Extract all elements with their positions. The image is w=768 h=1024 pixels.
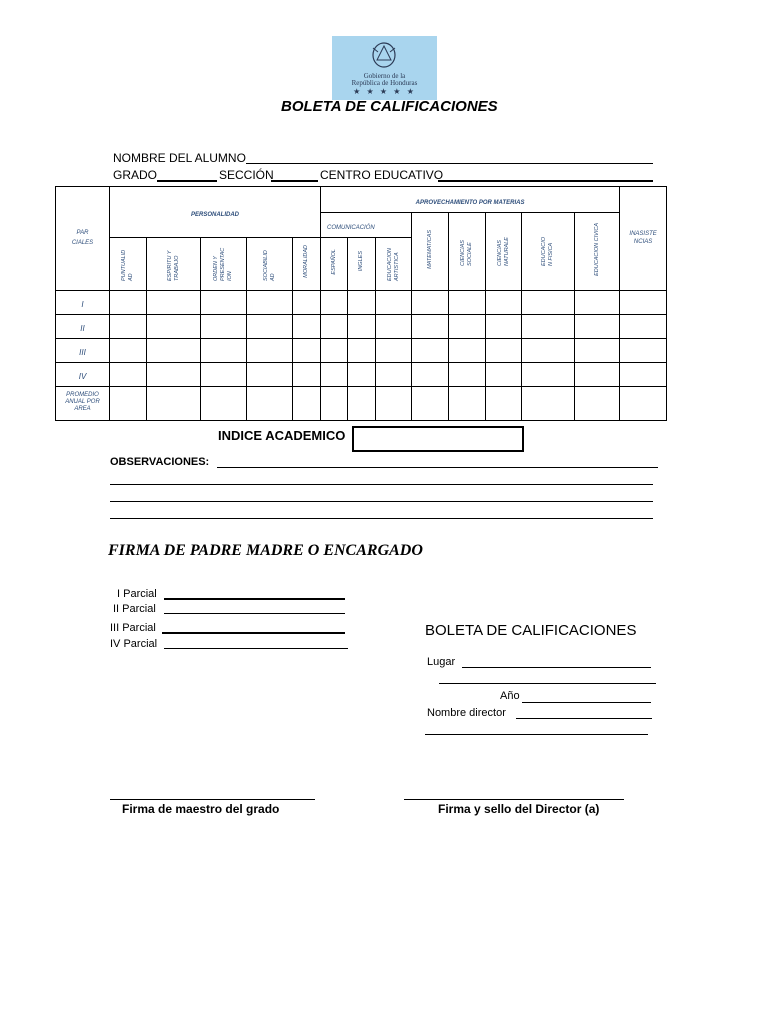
page-title: BOLETA DE CALIFICACIONES	[281, 98, 498, 115]
grade-cell[interactable]	[110, 315, 147, 339]
grade-cell[interactable]	[293, 291, 321, 315]
grade-cell[interactable]	[522, 315, 575, 339]
table-row	[56, 315, 667, 339]
section-label: SECCIÓN	[219, 168, 274, 182]
grade-cell[interactable]	[348, 387, 376, 421]
lugar-line[interactable]	[462, 667, 651, 668]
col-ciencias-sociales: CIENCIAS SOCIALE	[449, 213, 486, 291]
grade-cell[interactable]	[575, 339, 620, 363]
col-educacion-fisica: EDUCACIO N FISICA	[522, 213, 575, 291]
grade-cell[interactable]	[575, 291, 620, 315]
grade-cell[interactable]	[247, 387, 293, 421]
col-educacion-artistica: EDUCACION ARTISTICA	[376, 238, 412, 291]
comunicacion-header: COMUNICACIÓN	[321, 213, 412, 238]
grade-cell[interactable]	[348, 291, 376, 315]
row-label-iii: III	[56, 339, 110, 363]
grade-cell[interactable]	[620, 363, 667, 387]
grade-cell[interactable]	[620, 387, 667, 421]
grade-cell[interactable]	[376, 291, 412, 315]
logo-stars: ★ ★ ★ ★ ★	[353, 87, 416, 96]
col-orden-presentacion: ORDEN Y PRESENTAC ION	[201, 238, 247, 291]
grade-cell[interactable]	[293, 315, 321, 339]
grade-cell[interactable]	[293, 339, 321, 363]
grade-cell[interactable]	[522, 363, 575, 387]
grade-cell[interactable]	[147, 387, 201, 421]
table-row	[56, 291, 667, 315]
col-espiritu-trabajo: ESPIRITU Y TRABAJO	[147, 238, 201, 291]
grade-cell[interactable]	[321, 291, 348, 315]
aprovechamiento-header: APROVECHAMIENTO POR MATERIAS	[321, 187, 620, 213]
lugar-line-2[interactable]	[439, 683, 656, 684]
grade-cell[interactable]	[412, 387, 449, 421]
col-espanol: ESPAÑOL	[321, 238, 348, 291]
firma-director-line[interactable]	[404, 799, 624, 800]
student-name-label: NOMBRE DEL ALUMNO	[113, 151, 246, 165]
grade-cell[interactable]	[376, 315, 412, 339]
row-label-promedio: PROMEDIO ANUAL POR AREA	[56, 387, 110, 421]
row-label-ii: II	[56, 315, 110, 339]
grade-cell[interactable]	[575, 363, 620, 387]
grade-cell[interactable]	[247, 363, 293, 387]
table-row	[56, 339, 667, 363]
grade-cell[interactable]	[321, 315, 348, 339]
anio-line[interactable]	[522, 702, 651, 703]
grade-cell[interactable]	[201, 315, 247, 339]
coat-of-arms-icon	[369, 40, 399, 70]
grade-cell[interactable]	[376, 363, 412, 387]
grade-label: GRADO	[113, 168, 158, 182]
inasistencias-header: INASISTE NCIAS	[620, 187, 667, 291]
grade-cell[interactable]	[522, 387, 575, 421]
grade-cell[interactable]	[522, 339, 575, 363]
grade-cell[interactable]	[201, 339, 247, 363]
firma-padre-heading: FIRMA DE PADRE MADRE O ENCARGADO	[108, 542, 423, 559]
grade-cell[interactable]	[620, 291, 667, 315]
parciales-header: PAR CIALES	[56, 187, 110, 291]
grade-cell[interactable]	[575, 387, 620, 421]
grade-cell[interactable]	[293, 387, 321, 421]
table-row	[56, 363, 667, 387]
col-moralidad: MORALIDAD	[293, 238, 321, 291]
indice-academico-box[interactable]	[352, 426, 524, 452]
grade-cell[interactable]	[449, 315, 486, 339]
grade-cell[interactable]	[486, 291, 522, 315]
col-matematicas: MATEMATICAS	[412, 213, 449, 291]
grade-cell[interactable]	[348, 363, 376, 387]
grade-cell[interactable]	[110, 291, 147, 315]
grades-table	[55, 186, 667, 421]
row-label-iv: IV	[56, 363, 110, 387]
firma-maestro-label: Firma de maestro del grado	[122, 802, 280, 816]
grade-cell[interactable]	[486, 363, 522, 387]
row-label-i: I	[56, 291, 110, 315]
indice-academico-label: INDICE ACADEMICO	[218, 428, 346, 443]
table-row	[56, 387, 667, 421]
grade-cell[interactable]	[110, 387, 147, 421]
grade-cell[interactable]	[486, 315, 522, 339]
grade-cell[interactable]	[201, 291, 247, 315]
grade-cell[interactable]	[321, 339, 348, 363]
grade-cell[interactable]	[449, 339, 486, 363]
school-line[interactable]	[438, 180, 653, 182]
observaciones-line-2[interactable]	[110, 484, 653, 485]
grade-cell[interactable]	[449, 387, 486, 421]
grade-cell[interactable]	[147, 339, 201, 363]
grade-cell[interactable]	[293, 363, 321, 387]
government-logo	[332, 36, 437, 100]
grade-cell[interactable]	[449, 363, 486, 387]
school-label: CENTRO EDUCATIVO	[320, 168, 444, 182]
grade-cell[interactable]	[110, 363, 147, 387]
observaciones-line-4[interactable]	[110, 518, 653, 519]
grade-cell[interactable]	[486, 387, 522, 421]
grade-cell[interactable]	[321, 387, 348, 421]
parcial-iv-line[interactable]	[164, 648, 348, 649]
grade-cell[interactable]	[412, 315, 449, 339]
col-puntualidad: PUNTUALID AD	[110, 238, 147, 291]
grade-cell[interactable]	[575, 315, 620, 339]
grade-cell[interactable]	[412, 291, 449, 315]
parcial-i-label: I Parcial	[117, 588, 157, 600]
observaciones-label: OBSERVACIONES:	[110, 456, 210, 468]
grade-cell[interactable]	[348, 339, 376, 363]
parcial-i-line[interactable]	[164, 598, 345, 600]
grade-cell[interactable]	[201, 363, 247, 387]
col-sociabilidad: SOCIABILID AD	[247, 238, 293, 291]
director-label: Nombre director	[427, 707, 506, 719]
grade-cell[interactable]	[522, 291, 575, 315]
logo-text-line1: Gobierno de la	[363, 72, 406, 80]
grade-cell[interactable]	[321, 363, 348, 387]
firma-director-label: Firma y sello del Director (a)	[438, 802, 600, 816]
grade-cell[interactable]	[486, 339, 522, 363]
grade-cell[interactable]	[110, 339, 147, 363]
col-ingles: INGLES	[348, 238, 376, 291]
grade-cell[interactable]	[147, 363, 201, 387]
grade-cell[interactable]	[620, 339, 667, 363]
col-ciencias-naturales: CIENCIAS NATURALE	[486, 213, 522, 291]
grade-cell[interactable]	[412, 339, 449, 363]
observaciones-line-1[interactable]	[217, 467, 658, 468]
grade-cell[interactable]	[412, 363, 449, 387]
grade-cell[interactable]	[348, 315, 376, 339]
parcial-ii-label: II Parcial	[113, 603, 156, 615]
anio-label: Año	[500, 690, 520, 702]
parcial-iv-label: IV Parcial	[110, 638, 158, 650]
student-name-line[interactable]	[246, 163, 653, 164]
parcial-iii-label: III Parcial	[110, 622, 156, 634]
grade-cell[interactable]	[147, 291, 201, 315]
grade-cell[interactable]	[247, 291, 293, 315]
grade-line[interactable]	[157, 180, 217, 182]
side-boleta-title: BOLETA DE CALIFICACIONES	[425, 622, 637, 639]
grade-cell[interactable]	[449, 291, 486, 315]
firma-maestro-line[interactable]	[110, 799, 315, 800]
col-educacion-civica: EDUCACION CIVICA	[575, 213, 620, 291]
section-line[interactable]	[271, 180, 318, 182]
grade-cell[interactable]	[376, 339, 412, 363]
lugar-label: Lugar	[427, 656, 456, 668]
director-line-2[interactable]	[425, 734, 648, 735]
grade-cell[interactable]	[247, 315, 293, 339]
grade-cell[interactable]	[247, 339, 293, 363]
logo-text-line2: República de Honduras	[351, 79, 418, 87]
director-line[interactable]	[516, 718, 652, 719]
grade-cell[interactable]	[147, 315, 201, 339]
parcial-iii-line[interactable]	[162, 632, 345, 634]
grade-cell[interactable]	[201, 387, 247, 421]
grade-cell[interactable]	[376, 387, 412, 421]
observaciones-line-3[interactable]	[110, 501, 653, 502]
personalidad-header: PERSONALIDAD	[110, 187, 321, 238]
grade-cell[interactable]	[620, 315, 667, 339]
parcial-ii-line[interactable]	[164, 613, 345, 614]
